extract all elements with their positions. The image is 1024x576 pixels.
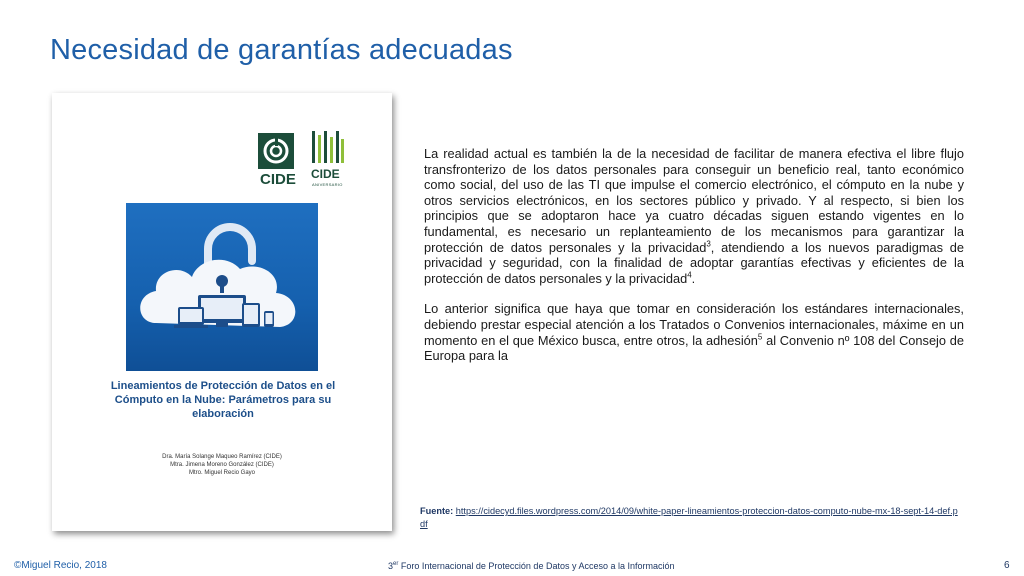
footer-event [388, 561, 675, 571]
excerpt-text: Lo anterior significa que haya que tomar en consideración los estándares internacionales, debiendo prestar especial atención a los Tratados o Convenios internacionales, máxime en un momento en el que México busca, entre otros, la adhesión [424, 301, 964, 348]
excerpt-text: . [691, 270, 696, 286]
source-citation [420, 505, 960, 531]
document-authors [132, 453, 312, 477]
author-line: Mtra. Jimena Moreno González (CIDE) [170, 462, 274, 468]
event-ordinal-suffix: er [393, 561, 399, 567]
anniversary-label: ANIVERSARIO [312, 182, 343, 187]
excerpt-text: al Convenio nº 108 del Consejo de Europa para la [424, 332, 964, 364]
footnote-ref: 4 [687, 270, 692, 280]
cloud-security-illustration [126, 203, 318, 371]
cide-anniversary-label: CIDE [311, 167, 340, 181]
cide-logo-icon [258, 133, 294, 169]
anniversary-logo-icon [310, 131, 344, 163]
footer-copyright: ©Miguel Recio, 2018 [14, 560, 107, 571]
excerpt-text: , atendiendo a los nuevos paradigmas de privacidad y seguridad, con la finalidad de adoptar garantías efectivas y eficientes de la protección de datos personales y la privacidad [424, 239, 964, 286]
excerpt-paragraph-2 [424, 301, 964, 363]
cloud-lock-devices-icon [126, 203, 318, 371]
cide-logo-label: CIDE [260, 171, 296, 188]
document-cover [52, 93, 392, 531]
event-name: Foro Internacional de Protección de Datos y Acceso a la Información [398, 561, 675, 571]
event-ordinal: 3 [388, 561, 394, 571]
excerpt-text: La realidad actual es también la de la necesidad de facilitar de manera efectiva el libre flujo transfronterizo de los datos personales para conseguir un beneficio real, tanto económico como social, del uso de las TI que impulse el comercio electrónico, el cómputo en la nube y otros servicios electrónicos, en los sectores público y privado. Y al respecto, si bien los principios que se adoptaron hace ya cuatro décadas siguen estando vigentes en lo fundamental, es necesario un replanteamiento de los mecanismos para garantizar la protección de datos personales y la privacidad [424, 146, 964, 255]
cide-logos [258, 131, 408, 191]
source-label: Fuente: [420, 506, 454, 516]
author-line: Dra. María Solange Maqueo Ramírez (CIDE) [162, 454, 282, 460]
excerpt-paragraph-1 [424, 146, 964, 286]
slide-title: Necesidad de garantías adecuadas [50, 34, 513, 66]
document-excerpt [424, 146, 964, 379]
page-number: 6 [1004, 560, 1010, 571]
footnote-ref: 5 [757, 332, 763, 342]
source-link[interactable]: https://cidecyd.files.wordpress.com/2014/09/white-paper-lineamientos-proteccion-datos-computo-nube-mx-18-sept-14-def.pdf [420, 506, 958, 529]
author-line: Mtro. Miguel Recio Gayo [188, 470, 256, 476]
footnote-ref: 3 [706, 239, 711, 249]
document-title: Lineamientos de Protección de Datos en el Cómputo en la Nube: Parámetros para su elaboración [110, 380, 336, 420]
